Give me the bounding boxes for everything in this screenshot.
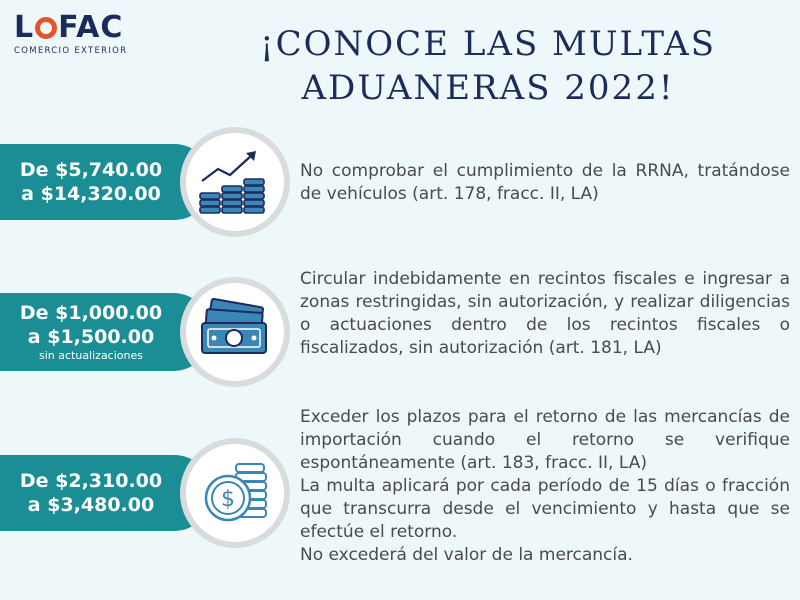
fine-description-3 [300, 406, 790, 567]
fine-amount-from: De $2,310.00 [19, 470, 163, 492]
fine-amount-to: a $14,320.00 [21, 183, 161, 205]
coins-growth-icon [196, 143, 274, 221]
fine-amount-note: sin actualizaciones [38, 349, 143, 362]
fine-description-2: Circular indebidamente en recintos fiscales e ingresar a zonas restringidas, sin autorización, y realizar diligencias o actuaciones dentro de los recintos fiscales o fiscalizados, sin autorización (art. 181, LA) [300, 269, 790, 358]
logo-letters-fac: FAC [58, 10, 124, 45]
logo-letter-l: L [14, 10, 35, 45]
fine-description-3-para-1: Exceder los plazos para el retorno de las mercancías de importación cuando el retorno se verifique espontáneamente (art. 183, fracc. II, LA) [300, 407, 790, 473]
dollar-coin-stack-icon [196, 454, 274, 532]
icon-circle-3 [180, 438, 290, 548]
fine-description-3-para-3: No excederá del valor de la mercancía. [300, 545, 633, 565]
icon-circle-2 [180, 277, 290, 387]
logo-subtitle: COMERCIO EXTERIOR [14, 46, 128, 56]
page-title-line2: ADUANERAS 2022! [301, 68, 675, 108]
logo [14, 12, 144, 56]
svg-text:$: $ [221, 487, 235, 512]
fine-description-1: No comprobar el cumplimiento de la RRNA, tratándose de vehículos (art. 178, fracc. II, LA) [300, 161, 790, 204]
fine-amount-from: De $5,740.00 [19, 159, 163, 181]
icon-circle-1 [180, 127, 290, 237]
fine-amount-to: a $1,500.00 [27, 326, 155, 348]
page-title [228, 22, 748, 110]
page-title-line1: ¡CONOCE LAS MULTAS [260, 24, 716, 64]
fine-description-3-para-2: La multa aplicará por cada período de 15 días o fracción que transcurra desde el vencimiento y hasta que se efectúe el retorno. [300, 476, 790, 542]
logo-wordmark [14, 12, 144, 44]
fine-amount-from: De $1,000.00 [19, 302, 163, 324]
fine-amount-to: a $3,480.00 [27, 494, 155, 516]
logo-o-ring [35, 17, 57, 39]
banknotes-icon [196, 293, 274, 371]
